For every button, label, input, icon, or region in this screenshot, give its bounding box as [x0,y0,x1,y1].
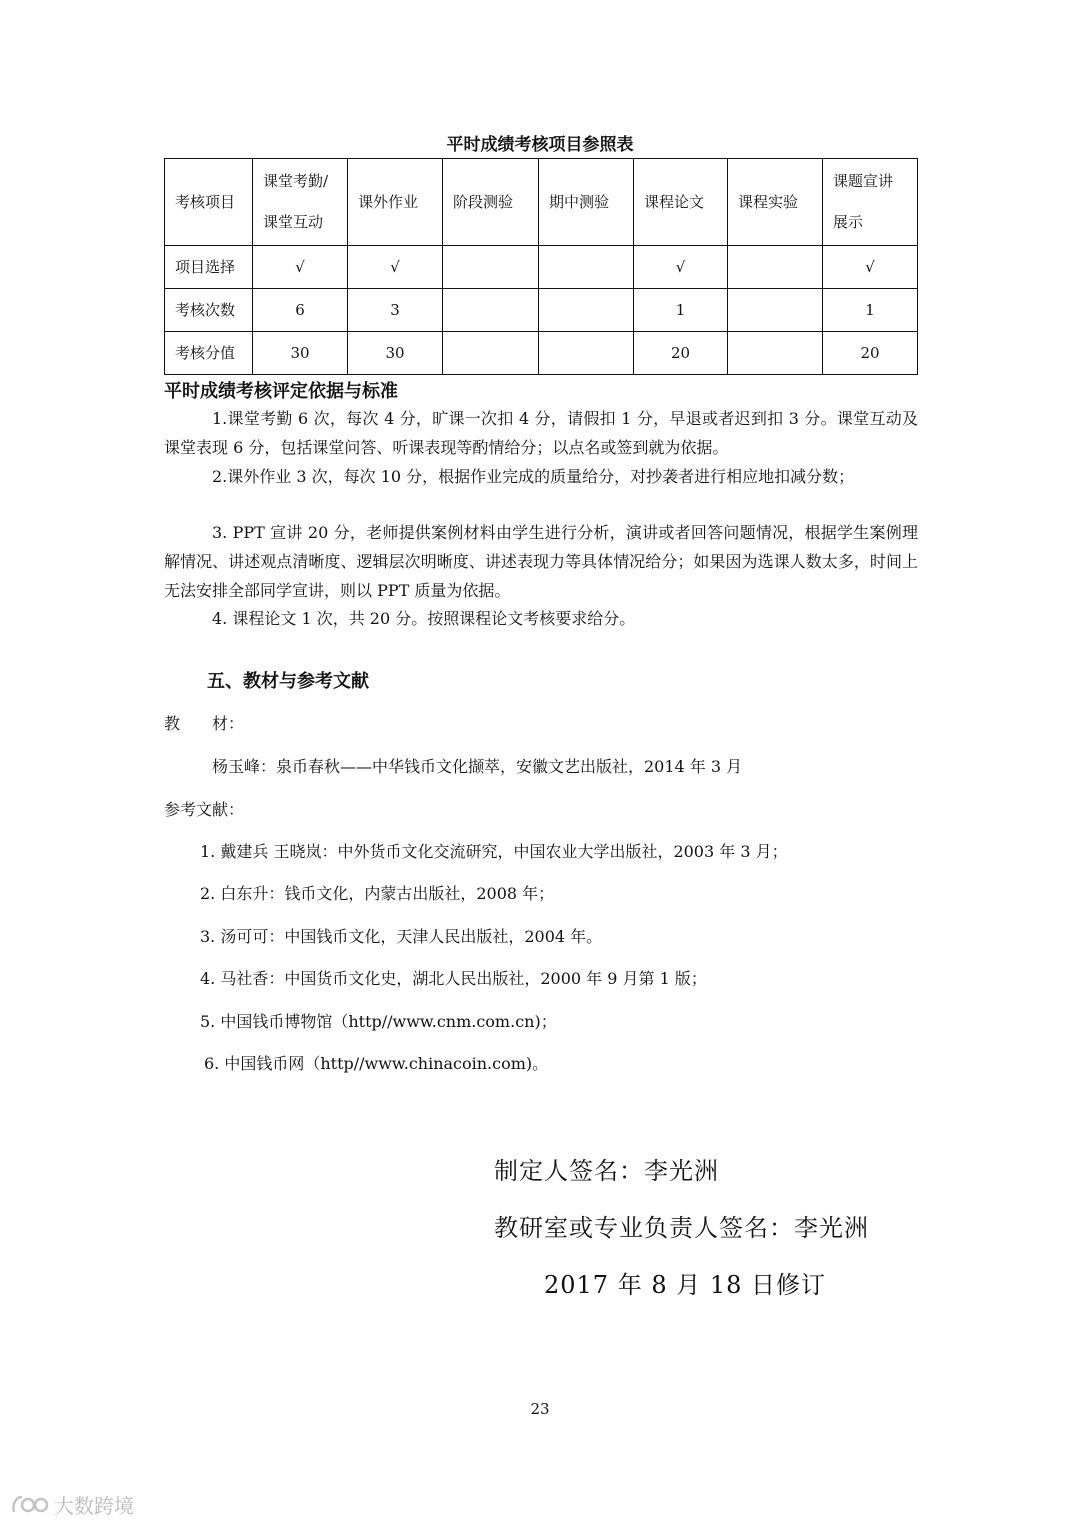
header-homework: 课外作业 [348,159,443,246]
references-label: 参考文献： [164,800,245,819]
header-attendance: 课堂考勤/ 课堂互动 [253,159,348,246]
table-cell [443,289,539,332]
row-label: 考核分值 [165,332,253,375]
row-label: 考核次数 [165,289,253,332]
header-stage-test: 阶段测验 [443,159,539,246]
watermark-text: 大数跨境 [54,1494,134,1518]
standard-paragraph-4: 4. 课程论文 1 次，共 20 分。按照课程论文考核要求给分。 [212,609,636,628]
table-cell: 1 [823,289,918,332]
author-signature: 制定人签名：李光洲 [494,1157,719,1185]
table-cell: √ [348,246,443,289]
reference-item: 5. 中国钱币博物馆（http//www.cnm.com.cn)； [200,1012,557,1031]
table-cell [728,246,823,289]
table-row [165,332,918,375]
watermark-logo-icon [10,1492,50,1518]
table-cell: √ [823,246,918,289]
reference-item: 4. 马社香：中国货币文化史，湖北人民出版社，2000 年 9 月第 1 版； [200,969,707,988]
head-signature: 教研室或专业负责人签名：李光洲 [494,1214,869,1242]
table-cell: 30 [348,332,443,375]
table-cell: √ [253,246,348,289]
table-cell: 20 [634,332,728,375]
table-cell: 20 [823,332,918,375]
header-midterm: 期中测验 [539,159,634,246]
header-paper: 课程论文 [634,159,728,246]
table-cell [539,246,634,289]
table-cell [443,246,539,289]
assessment-table [164,158,918,375]
textbook-entry: 杨玉峰：泉币春秋——中华钱币文化撷萃，安徽文艺出版社，2014 年 3 月 [212,757,743,776]
table-cell [539,332,634,375]
table-cell: 1 [634,289,728,332]
table-title: 平时成绩考核项目参照表 [446,135,634,155]
table-row [165,289,918,332]
header-presentation: 课题宣讲 展示 [823,159,918,246]
reference-item: 1. 戴建兵 王晓岚：中外货币文化交流研究，中国农业大学出版社，2003 年 3 月； [200,842,788,861]
reference-item: 2. 白东升：钱币文化，内蒙古出版社，2008 年； [200,884,555,903]
table-row [165,246,918,289]
header-label: 考核项目 [165,159,253,246]
table-header-row [165,159,918,246]
standards-title: 平时成绩考核评定依据与标准 [164,381,398,402]
standard-paragraph-3: 3. PPT 宣讲 20 分，老师提供案例材料由学生进行分析，演讲或者回答问题情况，根据学生案例理解情况、讲述观点清晰度、逻辑层次明晰度、讲述表现力等具体情况给分；如果因为选课人数太多，时间上无法安排全部同学宣讲，则以 PPT 质量为依据。 [164,523,918,600]
table-cell [728,289,823,332]
reference-item: 6. 中国钱币网（http//www.chinacoin.com)。 [204,1054,549,1073]
watermark [10,1490,134,1519]
standard-paragraph-2: 2.课外作业 3 次，每次 10 分，根据作业完成的质量给分，对抄袭者进行相应地扣减分数； [212,467,855,486]
row-label: 项目选择 [165,246,253,289]
standard-paragraph-1: 1.课堂考勤 6 次，每次 4 分，旷课一次扣 4 分，请假扣 1 分，早退或者迟到扣 3 分。课堂互动及课堂表现 6 分，包括课堂问答、听课表现等酌情给分；以点名或签到就为依据。 [164,409,918,457]
table-cell: 6 [253,289,348,332]
table-cell [443,332,539,375]
table-cell: 3 [348,289,443,332]
table-cell [539,289,634,332]
section-heading: 五、教材与参考文献 [207,671,369,692]
table-cell [728,332,823,375]
page-number: 23 [530,1400,550,1418]
table-cell: √ [634,246,728,289]
header-experiment: 课程实验 [728,159,823,246]
textbook-label: 教 材： [164,714,245,733]
revision-date: 2017 年 8 月 18 日修订 [544,1271,827,1299]
table-cell: 30 [253,332,348,375]
reference-item: 3. 汤可可：中国钱币文化，天津人民出版社，2004 年。 [200,927,603,946]
